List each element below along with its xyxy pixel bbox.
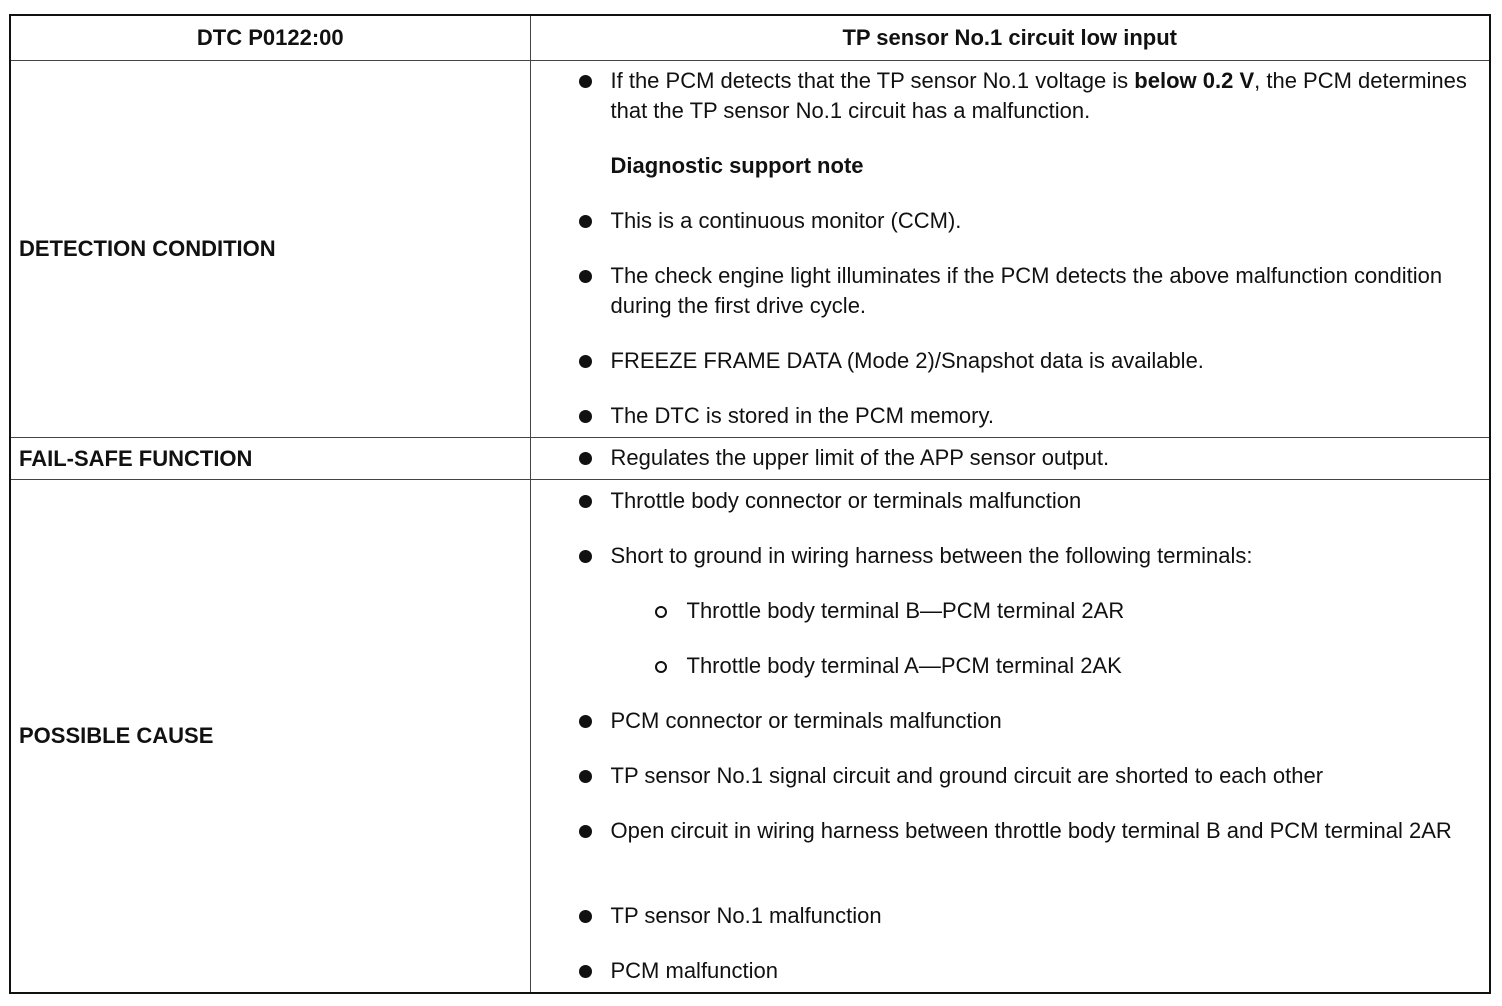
bullet-icon <box>579 825 592 838</box>
sub-list-item <box>531 651 1480 681</box>
list-item <box>531 443 1480 473</box>
detection-condition-content <box>530 61 1490 438</box>
list-item-text <box>611 66 1480 126</box>
list-item <box>531 706 1480 736</box>
list-item-text: This is a continuous monitor (CCM). <box>610 208 962 233</box>
text-segment: , the PCM determines that the TP sensor No.1 circuit has a malfunction. <box>610 68 1467 123</box>
table-header-row <box>10 15 1490 61</box>
sub-list-item <box>531 596 1480 626</box>
list-item-text: TP sensor No.1 malfunction <box>610 903 882 928</box>
list-item-text: The DTC is stored in the PCM memory. <box>610 403 994 428</box>
list-item <box>531 261 1480 321</box>
note-heading-item <box>531 151 1480 181</box>
list-item-text: PCM malfunction <box>610 958 779 983</box>
list-item-text: FREEZE FRAME DATA (Mode 2)/Snapshot data is available. <box>610 348 1204 373</box>
list-item-text: PCM connector or terminals malfunction <box>610 708 1002 733</box>
circle-bullet-icon <box>655 661 667 673</box>
diagnostic-note-heading: Diagnostic support note <box>610 153 864 178</box>
dtc-table <box>9 14 1491 994</box>
sub-list-item-text: Throttle body terminal B—PCM terminal 2AR <box>686 598 1125 623</box>
possible-cause-label: POSSIBLE CAUSE <box>10 480 530 993</box>
text-segment: If the PCM detects that the TP sensor No.1 voltage is <box>610 68 1135 93</box>
list-item-text: Throttle body connector or terminals malfunction <box>610 488 1082 513</box>
list-item-text: The check engine light illuminates if the PCM detects the above malfunction condition during the first drive cycle. <box>610 263 1443 318</box>
circle-bullet-icon <box>655 606 667 618</box>
list-item <box>531 816 1480 846</box>
list-item <box>531 761 1480 791</box>
dtc-title: TP sensor No.1 circuit low input <box>530 15 1490 61</box>
fail-safe-label: FAIL-SAFE FUNCTION <box>10 438 530 480</box>
fail-safe-row <box>10 438 1490 480</box>
list-item-text: Open circuit in wiring harness between throttle body terminal B and PCM terminal 2AR <box>610 818 1452 843</box>
possible-cause-content <box>530 480 1490 993</box>
bullet-icon <box>579 215 592 228</box>
dtc-code: DTC P0122:00 <box>10 15 530 61</box>
detection-condition-label: DETECTION CONDITION <box>10 61 530 438</box>
voltage-threshold: below 0.2 V <box>1134 68 1255 93</box>
list-item <box>531 541 1480 571</box>
list-item <box>531 956 1480 986</box>
detection-condition-row <box>10 61 1490 438</box>
list-item <box>531 401 1480 431</box>
list-item-text: Short to ground in wiring harness between the following terminals: <box>610 543 1253 568</box>
bullet-icon <box>579 410 592 423</box>
list-item-text: Regulates the upper limit of the APP sensor output. <box>610 445 1110 470</box>
bullet-icon <box>579 270 592 283</box>
list-item <box>531 66 1480 126</box>
sub-list-item-text: Throttle body terminal A—PCM terminal 2AK <box>686 653 1122 678</box>
bullet-icon <box>579 965 592 978</box>
list-item-text: TP sensor No.1 signal circuit and ground circuit are shorted to each other <box>610 763 1324 788</box>
bullet-icon <box>579 495 592 508</box>
list-item <box>531 486 1480 516</box>
list-item <box>531 206 1480 236</box>
list-item <box>531 346 1480 376</box>
list-item <box>531 901 1480 931</box>
bullet-icon <box>579 355 592 368</box>
fail-safe-content <box>530 438 1490 480</box>
bullet-icon <box>579 770 592 783</box>
bullet-icon <box>579 550 592 563</box>
bullet-icon <box>579 715 592 728</box>
bullet-icon <box>579 75 592 88</box>
possible-cause-row <box>10 480 1490 993</box>
bullet-icon <box>579 452 592 465</box>
bullet-icon <box>579 910 592 923</box>
